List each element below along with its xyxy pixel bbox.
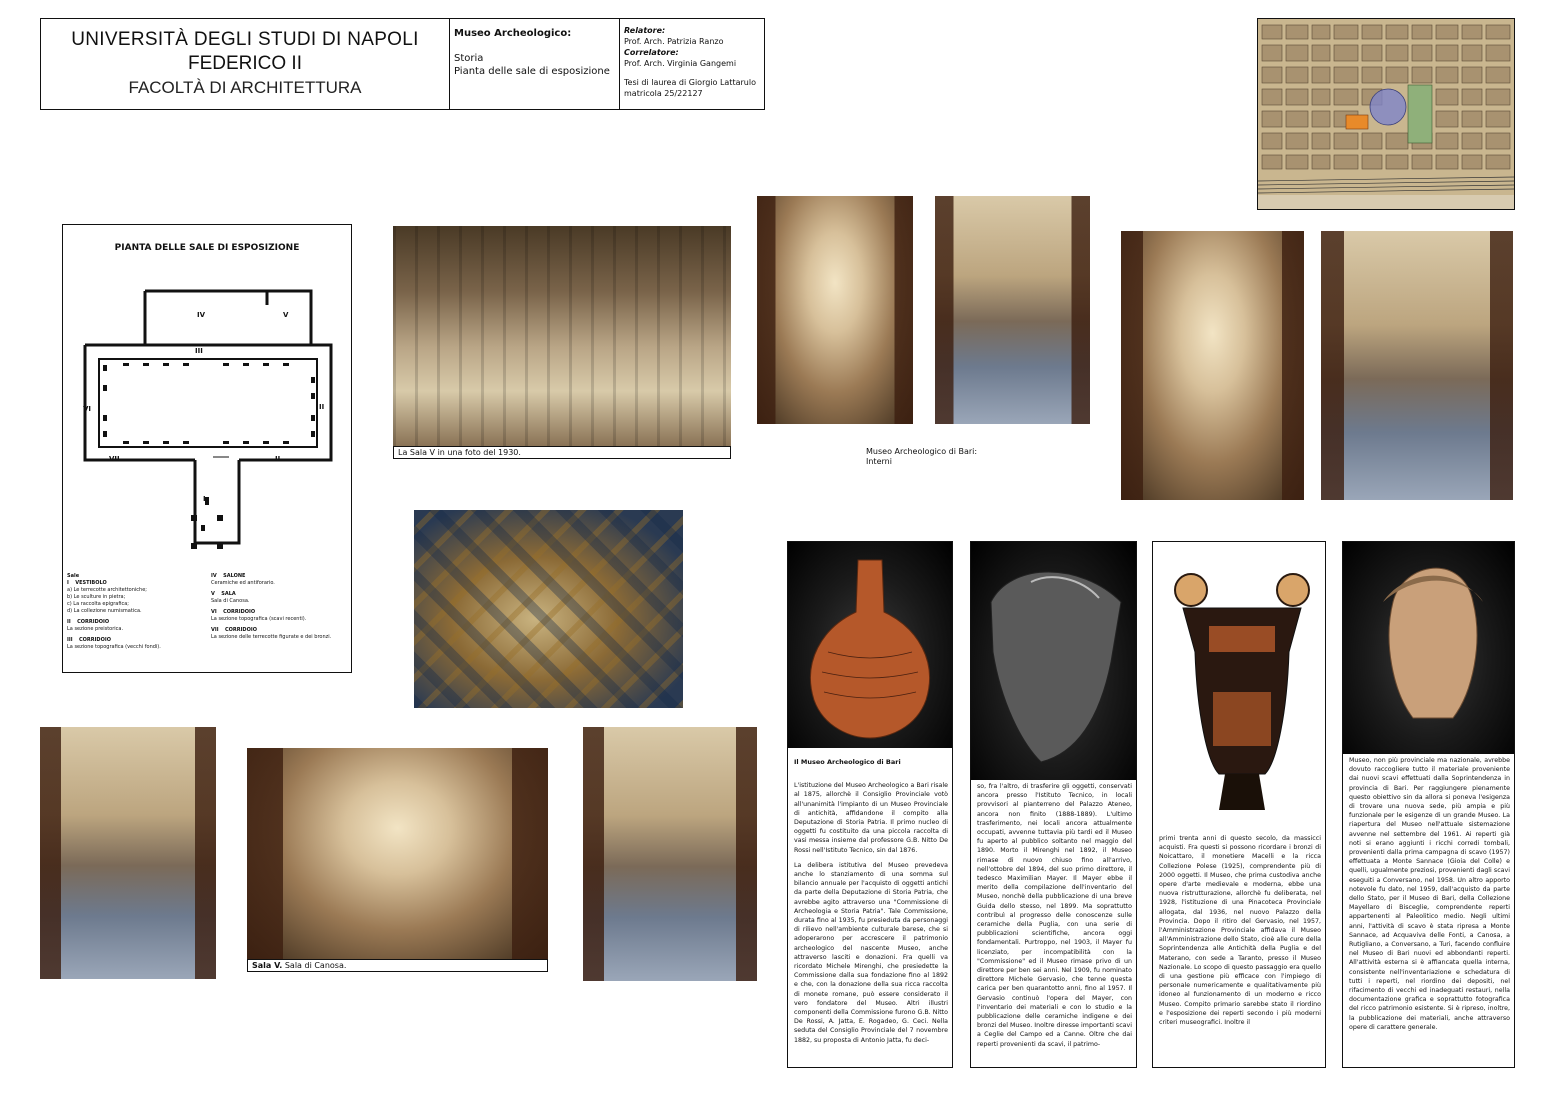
armor-graphic (971, 542, 1136, 780)
room-label-ii-bottom: II (275, 455, 281, 463)
text-column-1-p2: La delibera istitutiva del Museo prevedeva anche lo stanziamento di una somma sul bilancio annuale per l'acquisto di oggetti antichi da parte della Deputazione di Storia Patria, che avrebbe agito attraverso una "Commissione di Archeologia e Storia Patria". Tale Commissione, durata fino al 1935, fu presieduta da personaggi di rilievo nell'ambiente culturale barese, che si adoperarono per accrescere il patrimonio archeologico del nascente Museo, anche attraverso lasciti e donazioni. Fra quelli va ricordato Michele Mirenghi, che presiedette la Commissione dalla sua fondazione fino al 1892 e che, con la donazione della sua ricca raccolta di monete romane, può essere considerato il vero fondatore del Museo. Altri illustri componenti della Commissione furono G.B. Nitto De Rossi, A. Jatta, E. Rogadeo, G. Ceci. Nella seduta del Consiglio Provinciale del 7 novembre 1882, su proposta di Antonio Jatta, fu deci- (794, 861, 948, 1044)
text-column-4-body: Museo, non più provinciale ma nazionale, avrebbe dovuto raccogliere tutto il materiale proveniente dai nuovi scavi effettuati dalla Soprintendenza in provincia di Bari. Per raggiungere pienamente questo obiettivo sin da allora si poneva l'esigenza di trovare una nuova sede, più ampia e più funzionale per le esigenze di un grande Museo. La riapertura del Museo nell'attuale sistemazione avvenne nel settembre del 1961. Ai reperti già noti si erano aggiunti i ricchi corredi tombali, provenienti dalla prima campagna di scavo (1957) effettuata a Monte Sannace (Gioia del Colle) e quelli, ugualmente preziosi, provenienti dagli scavi eseguiti a Conversano, nel 1958. Un altro apporto notevole fu dato, nel 1959, dall'acquisto da parte dello Stato, per il Museo di Bari, della Collezione Mayellaro di Bisceglie, comprendente reperti appartenenti al Paleolitico medio. Negli ultimi anni, l'attività di scavo è stata ripresa a Monte Sannace, ad Acquaviva delle Fonti, a Canosa, a Rutigliano, a Conversano, a Turi, facendo confluire nel Museo di Bari nuovi ed abbondanti reperti. All'attività esterna si è affiancata quella interna, consistente nell'inventariazione e schedatura di tutti i reperti, nel riordino dei depositi, nel rifacimento di vecchi ed inadeguati restauri, nella documentazione grafica e soprattutto fotografica del ricco patrimonio esistente. Si è ripreso, inoltre, la pubblicazione dei materiali, anche attraverso opere di carattere generale. (1349, 757, 1510, 1031)
relatore-label: Relatore: (624, 26, 666, 35)
legend-i: I (67, 580, 69, 586)
legend-header: Sale (67, 573, 80, 579)
legend-i-a: a) Le terrecotte architettoniche; (67, 587, 147, 593)
room-label-vi: VI (83, 405, 92, 413)
legend-vii-desc: La sezione delle terrecotte figurate e dei bronzi. (211, 634, 332, 640)
legend-iv-desc: Ceramiche ed antiforario. (211, 580, 275, 586)
title-block-university (40, 18, 450, 110)
photo-volute-krater (1153, 542, 1325, 832)
caption-sala-v-bold: Sala V. (252, 961, 283, 970)
room-label-ii: II (319, 403, 325, 411)
plan-legend-right (211, 573, 351, 641)
caption-sala-v-1930 (393, 446, 731, 459)
photo-interior-corridor-5 (40, 727, 216, 979)
city-map-graphic (1258, 19, 1514, 209)
plan-legend-left (67, 573, 199, 651)
legend-v-name: SALA (221, 591, 236, 597)
university-name-line2: FEDERICO II (187, 53, 302, 74)
room-label-v: V (283, 311, 289, 319)
title-block-credits (619, 18, 765, 110)
photo-interior-corridor-3 (1121, 231, 1304, 500)
text-column-1 (787, 541, 953, 1068)
photo-interior-corridor-6 (583, 727, 757, 981)
legend-i-d: d) La collezione numismatica. (67, 608, 142, 614)
krater-graphic (1153, 542, 1325, 832)
legend-vii: VII (211, 627, 219, 633)
legend-i-c: c) La raccolta epigrafica; (67, 601, 129, 607)
text-column-1-p1: L'istituzione del Museo Archeologico a Bari risale al 1875, allorchè il Consiglio Provinciale votò all'unanimità l'impianto di un Museo Provinciale di antichità, affidandone il compito alla Deputazione di Storia Patria. Il primo nucleo di oggetti fu costituito da una piccola raccolta di vasi messa insieme dal professore G.B. Nitto De Rossi nell'Istituto Tecnico, sin dal 1876. (794, 782, 948, 854)
text-column-3-body: primi trenta anni di questo secolo, da massicci acquisti. Fra questi si possono ricordare i bronzi di Noicattaro, il monetiere Macelli e la ricca Collezione Polese (1925), comprendente più di 2000 oggetti. Il Museo, che prima custodiva anche opere d'arte medievale e moderna, ebbe una nuova ristrutturazione, allorchè fu deliberata, nel 1928, l'istituzione di una Pinacoteca Provinciale allogata, dal 1936, nel nuovo Palazzo della Provincia. Dopo il ritiro del Gervasio, nel 1957, l'Amministrazione Provinciale affidava il Museo all'Amministrazione dello Stato, cioè alle cure della Soprintendenza alle Antichità della Puglia e del Materano, con sede a Taranto, presso il Museo Nazionale. Lo scopo di questo passaggio era quello di una gestione più efficace con l'impiego di personale numericamente e qualitativamente più idoneo al funzionamento di un moderno e ricco Museo. Compito primario sarebbe stato il riordino e l'esposizione dei reperti secondo i più moderni criteri museografici. Inoltre il (1159, 835, 1321, 1027)
faculty-name: FACOLTÀ DI ARCHITETTURA (128, 78, 362, 97)
legend-vi-desc: La sezione topografica (scavi recenti). (211, 616, 307, 622)
floor-plan-drawing (63, 225, 351, 565)
floor-plan-panel (62, 224, 352, 673)
university-name: UNIVERSITÀ DEGLI STUDI DI NAPOLI (71, 29, 419, 50)
text-column-4 (1342, 541, 1515, 1068)
legend-vi: VI (211, 609, 217, 615)
section-label: Storia (454, 53, 484, 64)
legend-iii-desc: La sezione topografica (vecchi fondi). (67, 644, 161, 650)
room-label-vii: VII (109, 455, 120, 463)
text-column-1-body (794, 758, 948, 1045)
caption-sala-v-rest: Sala di Canosa. (282, 961, 347, 970)
legend-iii: III (67, 637, 73, 643)
legend-i-name: VESTIBOLO (75, 580, 107, 586)
caption-interni-line1: Museo Archeologico di Bari: (866, 447, 978, 456)
jug-graphic (788, 542, 952, 748)
legend-ii: II (67, 619, 71, 625)
photo-interior-corridor-2 (935, 196, 1090, 424)
title-block-subject (449, 18, 620, 110)
subject-label: Pianta delle sale di esposizione (454, 66, 610, 77)
correlatore-name: Prof. Arch. Virginia Gangemi (624, 59, 737, 68)
caption-sala-v-canosa (247, 959, 548, 972)
photo-jug (788, 542, 952, 748)
museum-label: Museo Archeologico: (454, 28, 572, 39)
photo-ceiling-fresco (414, 510, 683, 708)
photo-sala-v-canosa (247, 748, 548, 959)
legend-ii-desc: La sezione preistorica. (67, 626, 124, 632)
floor-plan-title: PIANTA DELLE SALE DI ESPOSIZIONE (114, 243, 300, 253)
photo-sala-v-1930 (393, 226, 731, 446)
text-column-3 (1152, 541, 1326, 1068)
legend-vii-name: CORRIDOIO (224, 627, 257, 633)
text-column-1-heading: Il Museo Archeologico di Bari (794, 758, 901, 766)
relatore-name: Prof. Arch. Patrizia Ranzo (624, 37, 724, 46)
photo-interior-corridor-4 (1321, 231, 1513, 500)
caption-sala-v-1930-text: La Sala V in una foto del 1930. (398, 448, 521, 457)
caption-interni (866, 447, 977, 467)
legend-v-desc: Sala di Canosa. (211, 598, 250, 604)
photo-interior-corridor-1 (757, 196, 913, 424)
photo-armor (971, 542, 1136, 780)
text-column-2 (970, 541, 1137, 1068)
city-map (1257, 18, 1515, 210)
legend-iv-name: SALONE (223, 573, 246, 579)
photo-marble-head (1343, 542, 1514, 754)
legend-ii-name: CORRIDOIO (77, 619, 110, 625)
legend-v: V (211, 591, 215, 597)
matricola: matricola 25/22127 (624, 89, 703, 98)
legend-vi-name: CORRIDOIO (223, 609, 256, 615)
legend-iii-name: CORRIDOIO (78, 637, 111, 643)
caption-interni-line2: Interni (866, 457, 892, 466)
legend-i-b: b) Le sculture in pietra; (67, 594, 126, 600)
room-label-i: I (203, 495, 206, 503)
text-column-2-body: so, fra l'altro, di trasferire gli oggetti, conservati ancora presso l'Istituto Tecnico, in locali provvisori al pianterreno del Palazzo Ateneo, ancora non finito (1888-1889). L'ultimo trasferimento, nei locali ancora attualmente occupati, avvenne tuttavia più tardi ed il Museo fu aperto al pubblico soltanto nel maggio del 1890. Morto il Mirenghi nel 1892, il Museo rimase di nuovo chiuso fino all'arrivo, nell'ottobre del 1894, del suo primo direttore, il tedesco Maximilian Mayer. Il Mayer ebbe il merito della compilazione dell'inventario del Museo, nonchè della pubblicazione di una breve Guida dello stesso, nel 1899. Ma soprattutto contribuì al progresso delle conoscenze sulle ceramiche della Puglia, con una serie di pubblicazioni scientifiche, ancora oggi fondamentali. Purtroppo, nel 1903, il Mayer fu licenziato, per incompatibilità con la "Commissione" ed il Museo rimase privo di un direttore per ben sei anni. Nel 1909, fu nominato direttore Michele Gervasio, che tenne questa carica per ben quarantotto anni, fino al 1957. Il Gervasio continuò l'opera del Mayer, con l'inventario dei materiali e con lo studio e la pubblicazione delle ceramiche indigene e dei bronzi del Museo. Inoltre diresse importanti scavi a Ceglie del Campo ed a Canne. Oltre che dai reperti provenienti da scavi, il patrimo- (977, 783, 1132, 1048)
legend-iv: IV (211, 573, 217, 579)
correlatore-label: Correlatore: (624, 48, 679, 57)
room-label-iv: IV (197, 311, 206, 319)
room-label-iii: III (195, 347, 203, 355)
tesi-author: Tesi di laurea di Giorgio Lattarulo (624, 78, 756, 87)
marble-head-graphic (1343, 542, 1514, 754)
